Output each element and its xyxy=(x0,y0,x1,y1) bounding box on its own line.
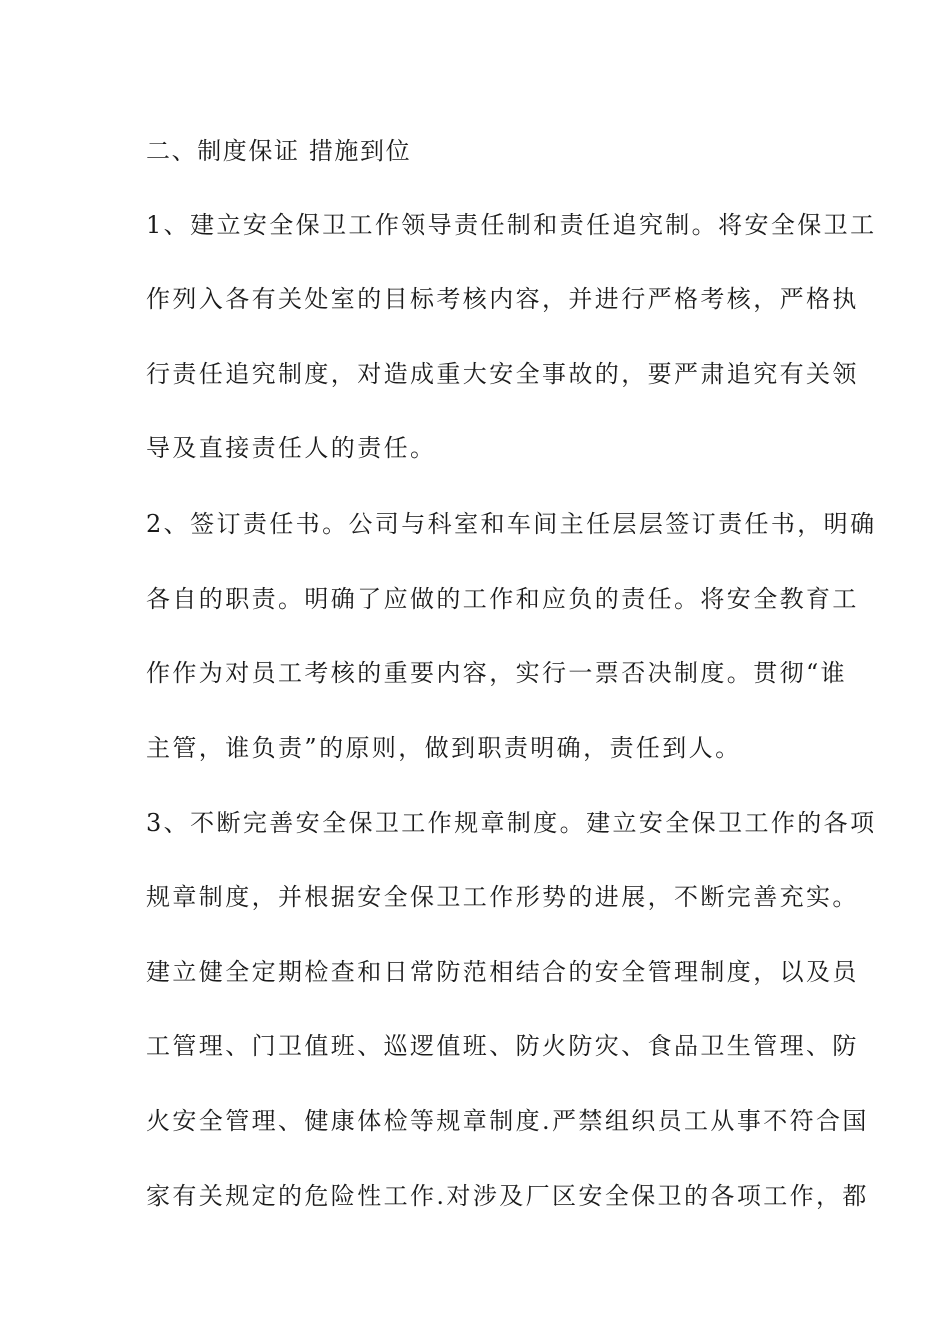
text-line: 1、建立安全保卫工作领导责任制和责任追究制。将安全保卫工 xyxy=(146,211,877,239)
text-line: 各自的职责。明确了应做的工作和应负的责任。将安全教育工 xyxy=(146,585,859,613)
text-line: 火安全管理、健康体检等规章制度.严禁组织员工从事不符合国 xyxy=(146,1107,869,1135)
text-line: 导及直接责任人的责任。 xyxy=(146,434,437,462)
text-line: 2、签订责任书。公司与科室和车间主任层层签订责任书，明确 xyxy=(146,510,877,538)
text-line: 行责任追究制度，对造成重大安全事故的，要严肃追究有关领 xyxy=(146,360,859,388)
text-line: 3、不断完善安全保卫工作规章制度。建立安全保卫工作的各项 xyxy=(146,809,877,837)
text-line: 建立健全定期检查和日常防范相结合的安全管理制度，以及员 xyxy=(146,958,859,986)
text-line: 规章制度，并根据安全保卫工作形势的进展，不断完善充实。 xyxy=(146,883,859,911)
section-heading: 二、制度保证 措施到位 xyxy=(146,137,412,165)
text-line: 工管理、门卫值班、巡逻值班、防火防灾、食品卫生管理、防 xyxy=(146,1032,859,1060)
text-line: 家有关规定的危险性工作.对涉及厂区安全保卫的各项工作，都 xyxy=(146,1182,869,1210)
text-line: 作作为对员工考核的重要内容，实行一票否决制度。贯彻“谁 xyxy=(146,659,848,687)
text-line: 作列入各有关处室的目标考核内容，并进行严格考核，严格执 xyxy=(146,285,859,313)
text-line: 主管，谁负责”的原则，做到职责明确，责任到人。 xyxy=(146,734,742,762)
